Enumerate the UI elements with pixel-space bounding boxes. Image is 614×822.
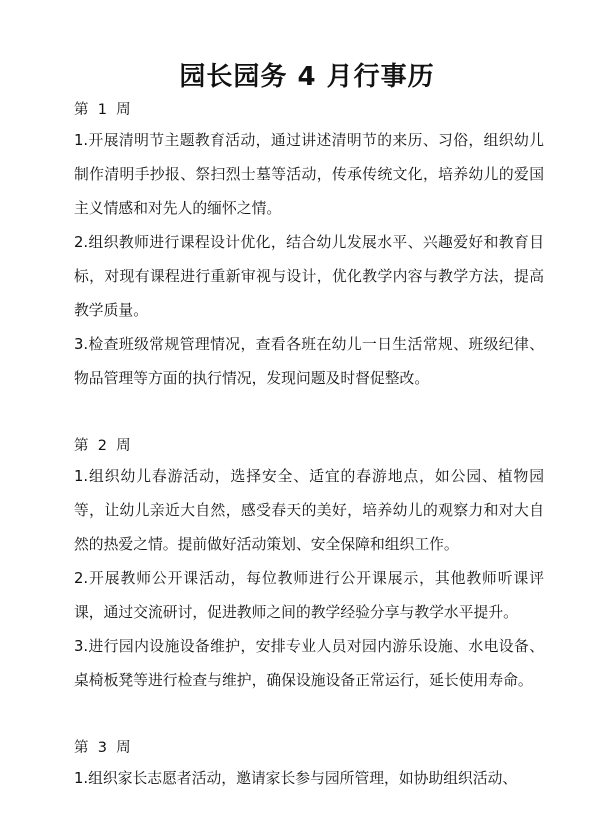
week-2-item-2: 2.开展教师公开课活动，每位教师进行公开课展示，其他教师听课评课，通过交流研讨，促进教师之间的教学经验分享与教学水平提升。 (74, 570, 544, 621)
week-1-item-3: 3.检查班级常规管理情况，查看各班在幼儿一日生活常规、班级纪律、物品管理等方面的执行情况，发现问题及时督促整改。 (74, 336, 544, 387)
document-title: 园长园务 4 月行事历 (179, 62, 435, 92)
week-2-item-1: 1.组织幼儿春游活动，选择安全、适宜的春游地点，如公园、植物园等，让幼儿亲近大自然，感受春天的美好，培养幼儿的观察力和对大自然的热爱之情。提前做好活动策划、安全保障和组织工作。 (74, 468, 544, 553)
week-1-item-2: 2.组织教师进行课程设计优化，结合幼儿发展水平、兴趣爱好和教育目标，对现有课程进行重新审视与设计，优化教学内容与教学方法，提高教学质量。 (74, 234, 544, 319)
week-1-heading: 第 1 周 (74, 102, 131, 118)
week-3-item-1: 1.组织家长志愿者活动，邀请家长参与园所管理，如协助组织活动、 (74, 770, 518, 787)
week-2-heading: 第 2 周 (74, 438, 131, 454)
week-1-item-1: 1.开展清明节主题教育活动，通过讲述清明节的来历、习俗，组织幼儿制作清明手抄报、祭扫烈士墓等活动，传承传统文化，培养幼儿的爱国主义情感和对先人的缅怀之情。 (74, 132, 544, 217)
week-2-item-3: 3.进行园内设施设备维护，安排专业人员对园内游乐设施、水电设备、桌椅板凳等进行检查与维护，确保设施设备正常运行，延长使用寿命。 (74, 638, 544, 689)
week-3-heading: 第 3 周 (74, 740, 131, 756)
